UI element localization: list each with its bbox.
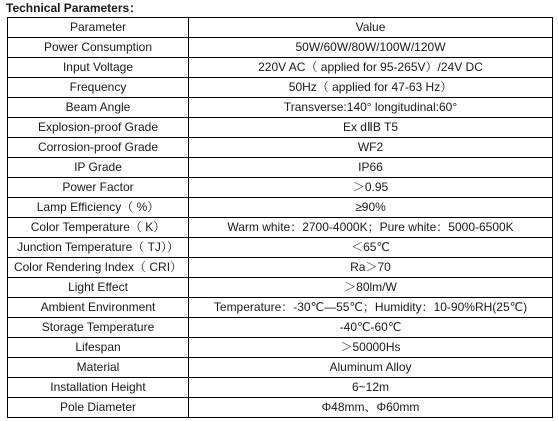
parameter-cell: Lamp Efficiency（ %）: [8, 198, 189, 218]
value-cell: WF2: [189, 138, 553, 158]
parameter-cell: Junction Temperature（ TJ））: [8, 238, 189, 258]
parameter-cell: Pole Diameter: [8, 398, 189, 418]
value-cell: 6~12m: [189, 378, 553, 398]
value-cell: ＜65℃: [189, 238, 553, 258]
table-row: [8, 238, 553, 258]
parameter-cell: Power Factor: [8, 178, 189, 198]
parameter-cell: Frequency: [8, 78, 189, 98]
value-cell: ＞50000Hs: [189, 338, 553, 358]
value-cell: ＞0.95: [189, 178, 553, 198]
value-cell: 50Hz（ applied for 47-63 Hz）: [189, 78, 553, 98]
section-heading: Technical Parameters：: [6, 1, 142, 15]
value-cell: IP66: [189, 158, 553, 178]
value-cell: Φ48mm、Φ60mm: [189, 398, 553, 418]
table-row: [8, 98, 553, 118]
technical-parameters-table: [7, 17, 553, 418]
table-row: [8, 158, 553, 178]
value-cell: Ex dⅡB T5: [189, 118, 553, 138]
parameter-cell: Installation Height: [8, 378, 189, 398]
parameter-cell: Material: [8, 358, 189, 378]
table-row: [8, 78, 553, 98]
table-row: [8, 278, 553, 298]
parameter-cell: Lifespan: [8, 338, 189, 358]
value-cell: Temperature：-30℃—55℃；Humidity：10-90%RH(25℃): [189, 298, 553, 318]
table-row: [8, 338, 553, 358]
table-header-row: [8, 18, 553, 38]
table-row: [8, 138, 553, 158]
parameter-cell: Storage Temperature: [8, 318, 189, 338]
table-row: [8, 118, 553, 138]
parameter-cell: Color Rendering Index（ CRI）: [8, 258, 189, 278]
table-row: [8, 398, 553, 418]
table-row: [8, 58, 553, 78]
parameter-cell: Light Effect: [8, 278, 189, 298]
table-row: [8, 298, 553, 318]
value-cell: Transverse:140° longitudinal:60°: [189, 98, 553, 118]
value-cell: 50W/60W/80W/100W/120W: [189, 38, 553, 58]
table-row: [8, 318, 553, 338]
value-cell: Warm white：2700-4000K；Pure white：5000-6500K: [189, 218, 553, 238]
parameter-cell: Explosion-proof Grade: [8, 118, 189, 138]
parameter-cell: Power Consumption: [8, 38, 189, 58]
value-cell: ＞80lm/W: [189, 278, 553, 298]
table-row: [8, 38, 553, 58]
value-cell: ≥90%: [189, 198, 553, 218]
value-cell: 220V AC（ applied for 95-265V）/24V DC: [189, 58, 553, 78]
parameter-cell: IP Grade: [8, 158, 189, 178]
header-value: Value: [189, 18, 553, 38]
value-cell: Aluminum Alloy: [189, 358, 553, 378]
table-row: [8, 358, 553, 378]
table-row: [8, 198, 553, 218]
parameter-cell: Ambient Environment: [8, 298, 189, 318]
value-cell: -40℃-60℃: [189, 318, 553, 338]
parameter-cell: Color Temperature（ K）: [8, 218, 189, 238]
parameter-cell: Input Voltage: [8, 58, 189, 78]
parameter-cell: Beam Angle: [8, 98, 189, 118]
header-parameter: Parameter: [8, 18, 189, 38]
table-row: [8, 378, 553, 398]
table-row: [8, 258, 553, 278]
parameter-cell: Corrosion-proof Grade: [8, 138, 189, 158]
table-row: [8, 178, 553, 198]
value-cell: Ra＞70: [189, 258, 553, 278]
table-row: [8, 218, 553, 238]
